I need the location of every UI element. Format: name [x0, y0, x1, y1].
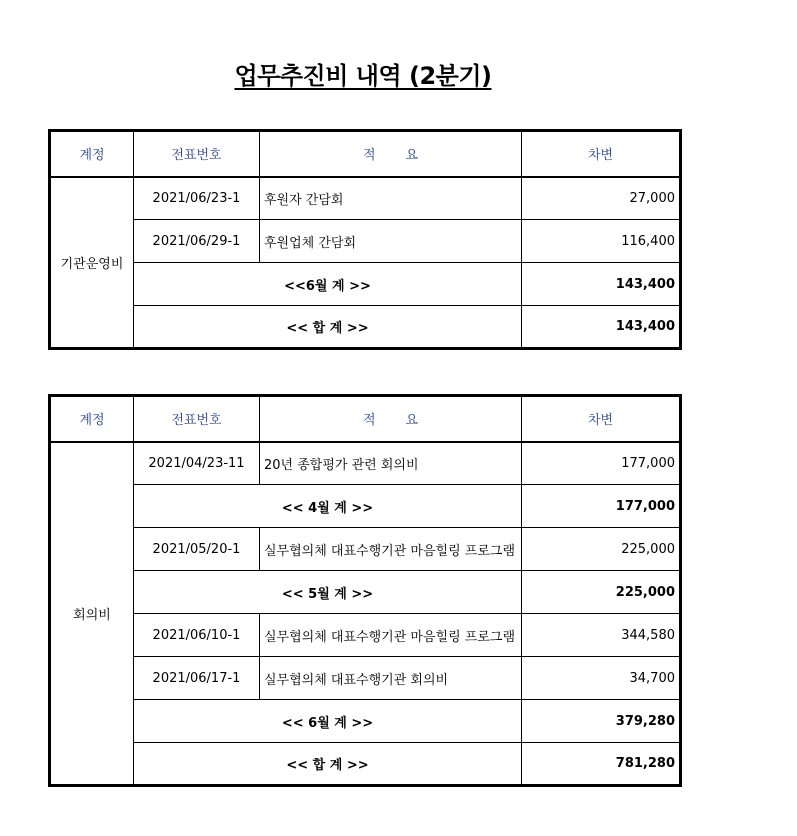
expense-table-meetings — [48, 394, 682, 787]
amount-cell: 34,700 — [522, 657, 681, 700]
subtotal-row — [50, 700, 681, 743]
memo-cell: 20년 종합평가 관련 회의비 — [260, 442, 522, 485]
subtotal-row — [50, 263, 681, 306]
subtotal-label: << 6월 계 >> — [134, 700, 522, 743]
table-row — [50, 657, 681, 700]
account-cell: 기관운영비 — [50, 177, 134, 349]
voucher-cell: 2021/04/23-11 — [134, 442, 260, 485]
table-row — [50, 220, 681, 263]
subtotal-label: <<6월 계 >> — [134, 263, 522, 306]
total-label: << 합 계 >> — [134, 743, 522, 786]
amount-cell: 27,000 — [522, 177, 681, 220]
voucher-cell: 2021/06/29-1 — [134, 220, 260, 263]
total-row — [50, 743, 681, 786]
total-label: << 합 계 >> — [134, 306, 522, 349]
subtotal-amount: 143,400 — [522, 263, 681, 306]
memo-cell: 실무협의체 대표수행기관 회의비 — [260, 657, 522, 700]
amount-cell: 116,400 — [522, 220, 681, 263]
total-row — [50, 306, 681, 349]
amount-cell: 344,580 — [522, 614, 681, 657]
table-header-row — [50, 396, 681, 442]
memo-cell: 실무협의체 대표수행기관 마음힐링 프로그램 — [260, 528, 522, 571]
subtotal-amount: 379,280 — [522, 700, 681, 743]
subtotal-amount: 177,000 — [522, 485, 681, 528]
subtotal-row — [50, 485, 681, 528]
memo-cell: 실무협의체 대표수행기관 마음힐링 프로그램 — [260, 614, 522, 657]
header-account: 계정 — [50, 131, 134, 177]
table-row — [50, 177, 681, 220]
voucher-cell: 2021/05/20-1 — [134, 528, 260, 571]
memo-cell: 후원업체 간담회 — [260, 220, 522, 263]
header-debit: 차변 — [522, 131, 681, 177]
voucher-cell: 2021/06/10-1 — [134, 614, 260, 657]
page-title: 업무추진비 내역 (2분기) — [234, 62, 492, 90]
table-row — [50, 528, 681, 571]
voucher-cell: 2021/06/17-1 — [134, 657, 260, 700]
subtotal-row — [50, 571, 681, 614]
header-voucher: 전표번호 — [134, 131, 260, 177]
header-debit: 차변 — [522, 396, 681, 442]
account-cell: 회의비 — [50, 442, 134, 786]
table-header-row — [50, 131, 681, 177]
header-memo: 적 요 — [260, 131, 522, 177]
amount-cell: 177,000 — [522, 442, 681, 485]
table-row — [50, 614, 681, 657]
total-amount: 781,280 — [522, 743, 681, 786]
header-voucher: 전표번호 — [134, 396, 260, 442]
expense-table-operations — [48, 129, 682, 350]
subtotal-label: << 4월 계 >> — [134, 485, 522, 528]
header-memo: 적 요 — [260, 396, 522, 442]
amount-cell: 225,000 — [522, 528, 681, 571]
subtotal-label: << 5월 계 >> — [134, 571, 522, 614]
memo-cell: 후원자 간담회 — [260, 177, 522, 220]
subtotal-amount: 225,000 — [522, 571, 681, 614]
table-row — [50, 442, 681, 485]
total-amount: 143,400 — [522, 306, 681, 349]
header-account: 계정 — [50, 396, 134, 442]
voucher-cell: 2021/06/23-1 — [134, 177, 260, 220]
